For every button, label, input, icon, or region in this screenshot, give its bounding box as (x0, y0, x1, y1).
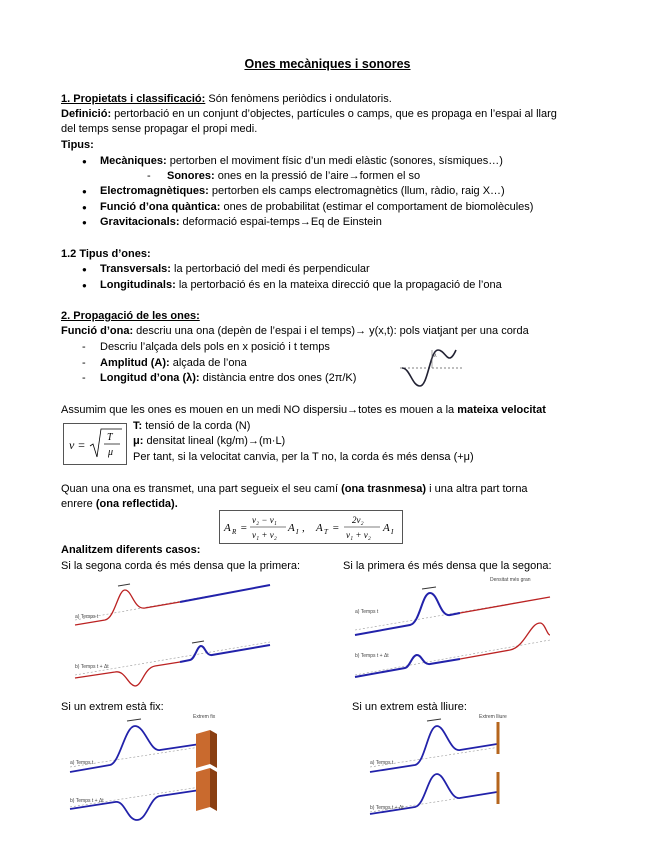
transmitted-pulse (180, 645, 270, 662)
svg-text:v₁ + v₂: v₁ + v₂ (252, 530, 277, 540)
wave-curve (402, 350, 456, 386)
svg-text:T: T (107, 432, 113, 443)
list-item-quantica: ● Funció d’ona quàntica: ones de probabilitat (estimar el comportament de biomolècules) (100, 200, 533, 215)
list-item-transversals: ● Transversals: la pertorbació del medi és perpendicular (100, 262, 370, 277)
transmit-line-2: enrere (ona reflectida). (61, 498, 178, 510)
svg-text:Extrem fix: Extrem fix (193, 714, 216, 720)
svg-text:μ: μ (108, 447, 114, 458)
svg-text:b) Temps t + Δt: b) Temps t + Δt (355, 653, 389, 659)
case-3-caption: Si un extrem està fix: (61, 701, 164, 713)
tension-definition: T: tensió de la corda (N) (133, 420, 251, 432)
svg-text:a) Temps t: a) Temps t (370, 760, 394, 766)
svg-text:=: = (332, 522, 340, 534)
svg-text:I: I (296, 528, 299, 536)
svg-text:v =: v = (69, 438, 86, 452)
figure-free-end (365, 712, 525, 824)
svg-text:v₂ − v₁: v₂ − v₁ (252, 515, 277, 525)
assume-line: Assumim que les ones es mouen en un medi NO dispersiu→totes es mouen a la mateixa velocitat (61, 404, 546, 416)
svg-text:A: A (288, 522, 295, 534)
section-2-heading: 2. Propagació de les ones: (61, 310, 200, 322)
list-item-gravitacionals: ● Gravitacionals: deformació espai-temps→Eq de Einstein (100, 215, 382, 230)
svg-text:=: = (240, 522, 248, 534)
wall-block (196, 730, 217, 768)
svg-text:A: A (383, 522, 390, 534)
svg-text:I: I (391, 528, 394, 536)
dense-string (180, 585, 270, 602)
case-2-caption: Si la primera és més densa que la segona: (343, 560, 552, 572)
svg-text:Extrem lliure: Extrem lliure (479, 714, 507, 720)
svg-text:T: T (324, 528, 328, 536)
section-1-heading: 1. Propietats i classificació: (61, 93, 206, 105)
list-item-amplitude: - Amplitud (A): alçada de l’ona (100, 356, 247, 371)
cases-heading: Analitzem diferents casos: (61, 544, 201, 556)
definition-line-1: Definició: pertorbació en un conjunt d’objectes, partícules o camps, que es propaga en l’espai al llarg (61, 108, 557, 120)
sqrt-symbol (90, 429, 122, 457)
page-title: Ones mecàniques i sonores (244, 57, 411, 71)
lambda-label: λ (434, 353, 437, 359)
definition-line-2: del temps sense propagar el propi medi. (61, 123, 258, 135)
section-1-intro: 1. Propietats i classificació: Són fenòmens periòdics i ondulatoris. (61, 93, 392, 105)
types-heading: Tipus: (61, 139, 94, 151)
amplitude-formula (219, 510, 403, 544)
density-definition: μ: densitat lineal (kg/m)→(m·L) (133, 435, 286, 447)
list-item-wavelength: - Longitud d’ona (λ): distància entre dos ones (2π/K) (100, 371, 356, 386)
figure-second-denser (70, 580, 275, 690)
svg-text:b) Temps t + Δt: b) Temps t + Δt (75, 664, 109, 670)
therefore-line: Per tant, si la velocitat canvia, per la T no, la corda és més densa (+μ) (133, 451, 474, 463)
list-item-mecaniques: ● Mecàniques: pertorben el moviment físic d’un medi elàstic (sonores, sísmiques…) (100, 154, 503, 169)
transmit-line-1: Quan una ona es transmet, una part segueix el seu camí (ona trasnmesa) i una altra part torna (61, 483, 528, 495)
svg-text:Densitat més gran: Densitat més gran (490, 577, 531, 583)
svg-text:v₁ + v₂: v₁ + v₂ (346, 530, 371, 540)
wave-function-line: Funció d’ona: descriu una ona (depèn de l’espai i el temps)→ y(x,t): pols viatjant per una corda (61, 325, 529, 337)
svg-text:R: R (232, 528, 237, 536)
figure-fixed-end (65, 712, 225, 824)
list-item-describes: - Descriu l’alçada dels pols en x posició i t temps (100, 340, 330, 355)
svg-text:b) Temps t + Δt: b) Temps t + Δt (70, 798, 104, 804)
svg-text:a) Temps t: a) Temps t (70, 760, 94, 766)
inverted-pulse (70, 790, 200, 820)
svg-text:A: A (316, 522, 323, 534)
case-1-caption: Si la segona corda és més densa que la primera: (61, 560, 301, 572)
wall-block-2 (196, 768, 217, 811)
list-item-longitudinals: ● Longitudinals: la pertorbació és en la mateixa direcció que la propagació de l’ona (100, 278, 502, 293)
svg-text:b) Temps t + Δt: b) Temps t + Δt (370, 805, 404, 811)
list-subitem-sonores: - Sonores: ones en la pressió de l’aire→formen el so (147, 170, 421, 182)
svg-text:a) Temps t: a) Temps t (355, 609, 379, 615)
wave-diagram (398, 342, 464, 390)
svg-text:a) Temps t: a) Temps t (75, 614, 99, 620)
svg-text:A: A (224, 522, 231, 534)
svg-text:2v₂: 2v₂ (352, 515, 364, 525)
case-4-caption: Si un extrem està lliure: (352, 701, 467, 713)
list-item-electromagnetiques: ● Electromagnètiques: pertorben els camps electromagnètics (llum, ràdio, raig X…) (100, 184, 505, 199)
figure-first-denser (350, 575, 555, 685)
velocity-formula (63, 423, 127, 465)
section-1-2-heading: 1.2 Tipus d’ones: (61, 248, 151, 260)
svg-text:,: , (302, 522, 305, 534)
